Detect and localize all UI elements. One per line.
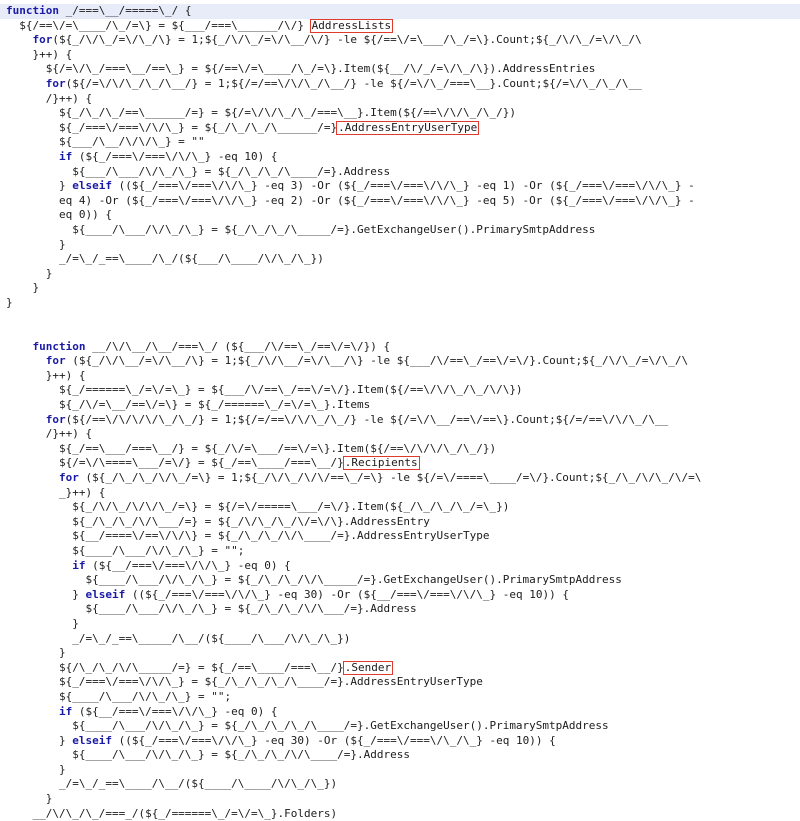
code-token: ${/\_/\_/\/\_____/=} = ${_/==\____/===\__/}: [6, 660, 344, 674]
code-token: eq 0)) {: [6, 208, 112, 222]
code-line: [6, 486, 800, 501]
code-token: }: [6, 792, 53, 806]
code-line: [0, 4, 800, 19]
code-line: [6, 763, 800, 778]
code-line: [6, 442, 800, 457]
keyword-token: for: [45, 76, 66, 90]
code-token: [6, 471, 59, 484]
code-token: [6, 150, 59, 163]
code-line: [6, 398, 800, 413]
code-token: ${___/\___/\/\_/\_} = ${_/\_/\_/\____/=}.Address: [6, 164, 391, 178]
code-token: [6, 340, 33, 353]
code-token: /}++) {: [6, 91, 93, 105]
code-token: _/===\__/=====\_/ {: [65, 4, 192, 17]
code-token: ${_/===\/===\/\/\_} = ${_/\_/\_/\_/\____/=}.AddressEntryUserType: [6, 675, 483, 689]
code-token: ${/=\/\_/===\__/==\_} = ${/==\/=\____/\_/=\}.Item(${__/\/_/=\/\_/\}).AddressEntries: [6, 62, 596, 76]
code-line: [6, 121, 800, 136]
code-token: [6, 354, 46, 367]
code-token: ${____/\___/\/\_/\_} = ${_/\_/\_/\_/\____/=}.GetExchangeUser().PrimarySmtpAddress: [6, 719, 609, 733]
code-token: ${_/\_/\_/\/\___/=} = ${_/\/\_/\_/\/=\/\}.AddressEntry: [6, 514, 430, 528]
code-token: ((${_/===\/===\/\/\_} -eq 3) -Or (${_/===\/===\/\/\_} -eq 1) -Or (${_/===\/===\/\/\_} -: [111, 179, 695, 193]
keyword-token: for: [45, 354, 66, 368]
code-line: [6, 310, 800, 325]
code-line: [6, 748, 800, 763]
code-line: [6, 602, 800, 617]
code-token: [6, 559, 72, 572]
code-line: [6, 661, 800, 676]
code-line: [6, 734, 800, 749]
code-line: [6, 165, 800, 180]
code-line: [6, 150, 800, 165]
keyword-token: if: [58, 149, 73, 163]
code-line: [6, 529, 800, 544]
code-token: ${____/\___/\/\_/\_} = ${_/\_/\_/\_____/=}.GetExchangeUser().PrimarySmtpAddress: [6, 222, 596, 236]
code-token: (${/=\/\/\_/\_/\__/} = 1;${/=/==\/\/\_/\__/} -le ${/=\/\_/===\__}.Count;${/=\/\_/\_/\__: [65, 76, 642, 90]
code-line: [6, 92, 800, 107]
code-line: [6, 281, 800, 296]
code-token: ${____/\___/\/\_/\_} = "";: [6, 543, 245, 557]
code-line: [6, 325, 800, 340]
highlighted-token: AddressLists: [311, 18, 392, 32]
code-line: [6, 238, 800, 253]
code-line: [6, 383, 800, 398]
code-token: [6, 705, 59, 718]
code-token: ${/==\/=\____/\_/=\} = ${___/===\______/\/}: [6, 18, 311, 32]
code-token: (${_/===\/===\/\/\_} -eq 10) {: [72, 149, 278, 163]
code-line: [6, 515, 800, 530]
code-token: }: [6, 295, 13, 309]
code-token: (${/==\/\/\/\/\_/\_/} = 1;${/=/==\/\/\_/\_/} -le ${/=\/\__/==\/==\}.Count;${/=/==\/\/\_/\__: [65, 412, 669, 426]
code-token: }: [6, 762, 66, 776]
code-token: __/\/\_/\_/===_/(${_/======\_/=\/=\_}.Folders): [6, 806, 338, 820]
code-line: [6, 267, 800, 282]
code-line: [6, 340, 800, 355]
code-token: ${/=\/\====\___/=\/} = ${_/==\____/===\__/}: [6, 456, 344, 470]
code-line: [6, 252, 800, 267]
code-token: }++) {: [6, 47, 73, 61]
code-token: }: [6, 179, 73, 193]
code-token: _}++) {: [6, 485, 106, 499]
code-token: _/=\_/_==\_____/\__/(${____/\___/\/\_/\_}): [6, 631, 351, 645]
code-token: ${____/\___/\/\_/\_} = ${_/\_/\_/\/\___/=}.Address: [6, 602, 417, 616]
code-token: ((${_/===\/===\/\/\_} -eq 30) -Or (${__/===\/===\/\/\_} -eq 10)) {: [125, 587, 569, 601]
code-token: [6, 77, 46, 90]
keyword-token: for: [45, 412, 66, 426]
code-token: }: [6, 616, 79, 630]
code-token: (${__/===\/===\/\/\_} -eq 0) {: [85, 558, 291, 572]
keyword-token: function: [6, 4, 66, 17]
code-line: [6, 296, 800, 311]
code-line: [6, 807, 800, 821]
code-line: [6, 48, 800, 63]
code-token: eq 4) -Or (${_/===\/===\/\/\_} -eq 2) -Or (${_/===\/===\/\/\_} -eq 5) -Or (${_/===\/===\/\/\_} -: [6, 193, 695, 207]
code-line: [6, 588, 800, 603]
code-line: [6, 792, 800, 807]
code-line: [6, 719, 800, 734]
code-token: _/=\_/_==\____/\__/(${____/\____/\/\_/\_}): [6, 777, 338, 791]
code-line: [6, 135, 800, 150]
code-line: [6, 632, 800, 647]
code-line: [6, 19, 800, 34]
code-line: [6, 77, 800, 92]
code-line: [6, 690, 800, 705]
code-token: ((${_/===\/===\/\/\_} -eq 30) -Or (${_/===\/===\/\_/\_} -eq 10)) {: [111, 733, 556, 747]
code-token: [6, 413, 46, 426]
code-line: [6, 354, 800, 369]
code-line: [6, 646, 800, 661]
code-token: }: [6, 646, 66, 660]
code-token: __/\/\__/\__/===\_/ (${___/\/==\_/==\/=\/}) {: [85, 339, 391, 353]
code-line: [6, 33, 800, 48]
code-token: ${_/\/=\__/==\/=\} = ${_/======\_/=\/=\_}.Items: [6, 398, 371, 412]
code-line: [6, 223, 800, 238]
code-line: [6, 675, 800, 690]
keyword-token: function: [32, 339, 86, 353]
code-token: _/=\_/_==\____/\_/(${___/\____/\/\_/\_}): [6, 252, 324, 266]
code-token: (${_/\/\_/=\/\_/\} = 1;${_/\/\_/=\/\__/\/} -le ${/==\/=\___/\_/=\}.Count;${_/\/\_/=\/\_/\: [52, 33, 642, 47]
highlighted-token: .Sender: [344, 660, 392, 674]
code-line: [6, 559, 800, 574]
keyword-token: elseif: [72, 733, 112, 747]
code-line: [6, 413, 800, 428]
code-line: [6, 777, 800, 792]
code-token: ${_/\_/\_/==\______/=} = ${/=\/\/\_/\_/===\__}.Item(${/==\/\/\_/\_/}): [6, 106, 516, 120]
code-line: [6, 62, 800, 77]
code-line: [6, 179, 800, 194]
code-token: }: [6, 281, 40, 295]
code-token: ${____/\___/\/\_/\_} = ${_/\_/\_/\/\_____/=}.GetExchangeUser().PrimarySmtpAddress: [6, 573, 622, 587]
keyword-token: if: [58, 704, 73, 718]
code-token: }: [6, 733, 73, 747]
code-token: }: [6, 266, 53, 280]
code-line: [6, 573, 800, 588]
keyword-token: elseif: [85, 587, 126, 601]
keyword-token: for: [32, 33, 53, 47]
code-line: [6, 705, 800, 720]
highlighted-token: .Recipients: [344, 456, 418, 470]
code-token: (${__/===\/===\/\/\_} -eq 0) {: [72, 704, 278, 718]
code-line: [6, 456, 800, 471]
code-token: ${____/\___/\/\_/\_} = ${_/\_/\_/\/\____/=}.Address: [6, 748, 410, 762]
code-line: [6, 208, 800, 223]
code-token: ${____/\___/\/\_/\_} = "";: [6, 689, 232, 703]
code-token: ${__/====\/==\/\/\} = ${_/\_/\_/\/\____/=}.AddressEntryUserType: [6, 529, 490, 543]
code-line: [6, 106, 800, 121]
code-token: }++) {: [6, 368, 86, 382]
code-token: ${___/\__/\/\/\_} = "": [6, 135, 205, 149]
code-line: [6, 194, 800, 209]
code-token: [6, 33, 33, 46]
highlighted-token: .AddressEntryUserType: [338, 120, 478, 134]
code-token: (${_/\/\__/=\/\__/\} = 1;${_/\/\__/=\/\__/\} -le ${___/\/==\_/==\/=\/}.Count;${_/\/\_/=\/\_/\: [65, 354, 689, 368]
code-token: }: [6, 587, 86, 601]
keyword-token: elseif: [72, 179, 112, 193]
code-line: [6, 471, 800, 486]
code-line: [6, 617, 800, 632]
code-line: [6, 369, 800, 384]
keyword-token: for: [58, 471, 79, 484]
code-token: ${_/\/\_/\/\/\_/=\} = ${/=\/=====\___/=\/}.Item(${_/\_/\_/\_/=\_}): [6, 500, 510, 514]
code-token: ${_/===\/===\/\/\_} = ${_/\_/\_/\______/=}: [6, 120, 338, 134]
code-line: [6, 544, 800, 559]
code-token: }: [6, 237, 66, 251]
code-token: /}++) {: [6, 427, 93, 441]
keyword-token: if: [72, 558, 86, 572]
code-line: [6, 500, 800, 515]
code-token: (${_/\_/\_/\/\_/=\} = 1;${_/\/\_/\/\/==\_/=\} -le ${/=\/====\____/=\/}.Count;${_/\_/\/\_/\/=\: [78, 471, 702, 484]
code-token: ${_/==\___/===\__/} = ${_/\/=\___/==\/=\}.Item(${/==\/\/\/\_/\_/}): [6, 441, 497, 455]
code-token: ${_/======\_/=\/=\_} = ${___/\/==\_/==\/=\/}.Item(${/==\/\/\_/\_/\/\}): [6, 383, 523, 397]
code-line: [6, 427, 800, 442]
